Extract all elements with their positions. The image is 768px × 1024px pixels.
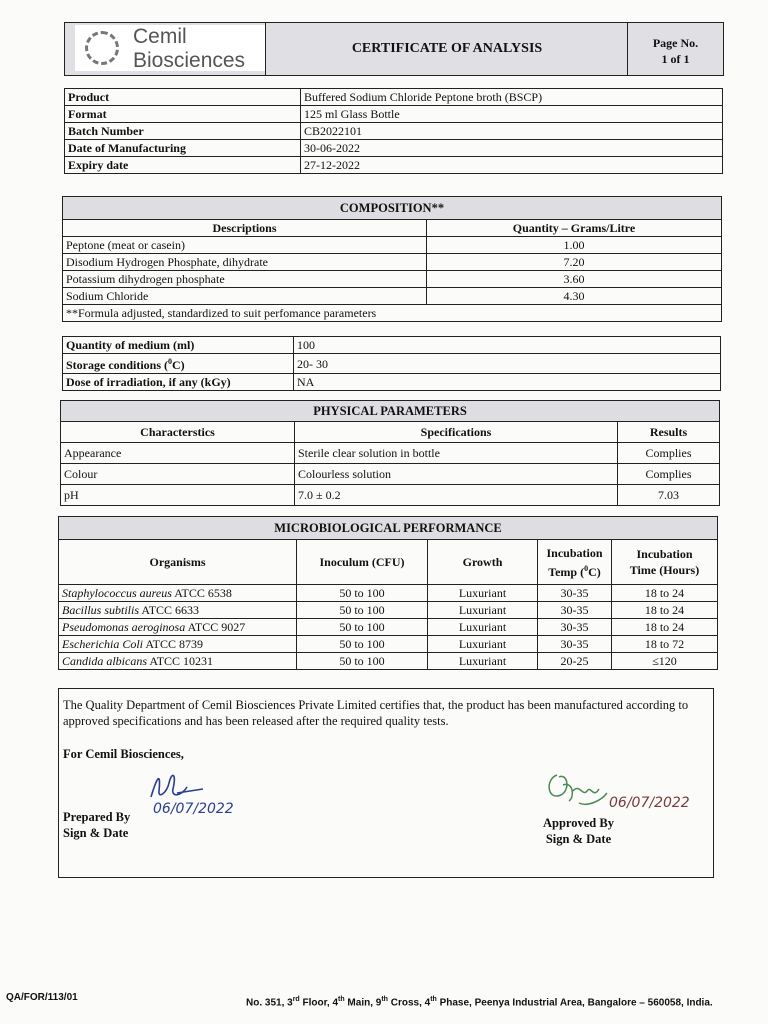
physical-header-spec: Specifications bbox=[295, 422, 618, 443]
table-row bbox=[63, 254, 722, 271]
table-row bbox=[65, 140, 723, 157]
physical-header-result: Results bbox=[618, 422, 720, 443]
composition-qty: 7.20 bbox=[427, 254, 722, 271]
composition-title: COMPOSITION** bbox=[63, 197, 722, 220]
medium-table bbox=[62, 336, 721, 391]
table-row bbox=[63, 237, 722, 254]
composition-note: **Formula adjusted, standardized to suit perfomance parameters bbox=[63, 305, 722, 322]
composition-qty: 1.00 bbox=[427, 237, 722, 254]
physical-spec: 7.0 ± 0.2 bbox=[295, 485, 618, 506]
time-header-line2: Time (Hours) bbox=[629, 563, 700, 577]
physical-char: Colour bbox=[61, 464, 295, 485]
organism-cell bbox=[59, 619, 297, 636]
composition-desc: Potassium dihydrogen phosphate bbox=[63, 271, 427, 288]
temp-header-unit: C) bbox=[588, 564, 601, 579]
table-row bbox=[65, 89, 723, 106]
storage-label-sup: 0 bbox=[168, 357, 172, 366]
address-sup: th bbox=[338, 996, 345, 1003]
irradiation-label: Dose of irradiation, if any (kGy) bbox=[63, 374, 294, 391]
organism-atcc: ATCC 6538 bbox=[174, 586, 232, 600]
physical-char: Appearance bbox=[61, 443, 295, 464]
composition-table bbox=[62, 196, 722, 322]
table-row bbox=[63, 305, 722, 322]
physical-spec: Colourless solution bbox=[295, 464, 618, 485]
composition-qty: 3.60 bbox=[427, 271, 722, 288]
growth-cell: Luxuriant bbox=[428, 636, 538, 653]
product-value: Buffered Sodium Chloride Peptone broth (BSCP) bbox=[301, 89, 723, 106]
prepared-by bbox=[63, 809, 130, 841]
temp-cell: 30-35 bbox=[538, 636, 612, 653]
address-part: Main, 9 bbox=[344, 997, 382, 1009]
table-row bbox=[65, 106, 723, 123]
time-cell: 18 to 24 bbox=[612, 585, 718, 602]
table-row bbox=[65, 123, 723, 140]
micro-title: MICROBIOLOGICAL PERFORMANCE bbox=[59, 517, 718, 540]
for-company: For Cemil Biosciences, bbox=[63, 747, 184, 761]
physical-title: PHYSICAL PARAMETERS bbox=[61, 401, 720, 422]
page-number bbox=[627, 23, 723, 75]
approved-date: 06/07/2022 bbox=[609, 795, 690, 811]
physical-result: Complies bbox=[618, 464, 720, 485]
temp-cell: 20-25 bbox=[538, 653, 612, 670]
growth-cell: Luxuriant bbox=[428, 602, 538, 619]
organism-cell bbox=[59, 585, 297, 602]
organism-name: Candida albicans bbox=[62, 654, 148, 668]
mfg-date-value: 30-06-2022 bbox=[301, 140, 723, 157]
growth-cell: Luxuriant bbox=[428, 653, 538, 670]
quantity-value: 100 bbox=[294, 337, 721, 354]
organism-atcc: ATCC 6633 bbox=[141, 603, 200, 617]
mfg-date-label: Date of Manufacturing bbox=[65, 140, 301, 157]
batch-label: Batch Number bbox=[65, 123, 301, 140]
table-row bbox=[59, 602, 718, 619]
composition-desc: Disodium Hydrogen Phosphate, dihydrate bbox=[63, 254, 427, 271]
address-part: Cross, 4 bbox=[387, 997, 431, 1009]
approved-by bbox=[543, 815, 614, 847]
temp-cell: 30-35 bbox=[538, 602, 612, 619]
table-row bbox=[65, 157, 723, 174]
inoculum-cell: 50 to 100 bbox=[297, 653, 428, 670]
table-row bbox=[59, 540, 718, 585]
prepared-sign-date-label: Sign & Date bbox=[63, 826, 129, 840]
address-part: No. 351, 3 bbox=[246, 997, 293, 1009]
prepared-by-label: Prepared By bbox=[63, 810, 131, 824]
product-info-table bbox=[64, 88, 723, 174]
table-row bbox=[59, 619, 718, 636]
physical-result: Complies bbox=[618, 443, 720, 464]
time-cell: 18 to 24 bbox=[612, 619, 718, 636]
organism-atcc: ATCC 8739 bbox=[145, 637, 204, 651]
table-row bbox=[63, 197, 722, 220]
temp-header-line1: Incubation bbox=[546, 545, 603, 560]
table-row bbox=[63, 271, 722, 288]
form-code: QA/FOR/113/01 bbox=[6, 992, 78, 1003]
time-cell: ≤120 bbox=[612, 653, 718, 670]
micro-table bbox=[58, 516, 718, 670]
address-part: Phase, Peenya Industrial Area, Bangalore – 560058, India. bbox=[436, 997, 713, 1009]
temp-header-line2 bbox=[541, 561, 608, 580]
temp-cell: 30-35 bbox=[538, 619, 612, 636]
table-row bbox=[59, 585, 718, 602]
table-row bbox=[63, 220, 722, 237]
time-cell: 18 to 24 bbox=[612, 602, 718, 619]
table-row bbox=[63, 337, 721, 354]
organism-name: Bacillus subtilis bbox=[62, 603, 140, 617]
logo-mark-icon bbox=[85, 31, 119, 65]
company-logo bbox=[75, 25, 265, 71]
document-title: CERTIFICATE OF ANALYSIS bbox=[265, 23, 628, 75]
inoculum-cell: 50 to 100 bbox=[297, 585, 428, 602]
storage-label-unit: C) bbox=[172, 358, 185, 372]
expiry-label: Expiry date bbox=[65, 157, 301, 174]
product-label: Product bbox=[65, 89, 301, 106]
temp-header-text: Temp ( bbox=[548, 564, 585, 579]
page-label: Page No. bbox=[652, 36, 699, 50]
prepared-date: 06/07/2022 bbox=[153, 801, 234, 817]
table-row bbox=[61, 485, 720, 506]
storage-label bbox=[63, 354, 294, 374]
micro-header-organisms: Organisms bbox=[59, 540, 297, 585]
table-row bbox=[59, 636, 718, 653]
micro-header-time bbox=[612, 540, 718, 585]
storage-value: 20- 30 bbox=[294, 354, 721, 374]
inoculum-cell: 50 to 100 bbox=[297, 602, 428, 619]
composition-header-qty: Quantity – Grams/Litre bbox=[427, 220, 722, 237]
physical-table bbox=[60, 400, 720, 506]
company-address bbox=[246, 996, 713, 1008]
growth-cell: Luxuriant bbox=[428, 585, 538, 602]
table-row bbox=[59, 517, 718, 540]
inoculum-cell: 50 to 100 bbox=[297, 619, 428, 636]
micro-header-inoculum: Inoculum (CFU) bbox=[297, 540, 428, 585]
composition-qty: 4.30 bbox=[427, 288, 722, 305]
inoculum-cell: 50 to 100 bbox=[297, 636, 428, 653]
certification-box bbox=[58, 688, 714, 878]
expiry-value: 27-12-2022 bbox=[301, 157, 723, 174]
quantity-label: Quantity of medium (ml) bbox=[63, 337, 294, 354]
table-row bbox=[61, 401, 720, 422]
format-value: 125 ml Glass Bottle bbox=[301, 106, 723, 123]
table-row bbox=[61, 464, 720, 485]
organism-cell bbox=[59, 636, 297, 653]
storage-label-text: Storage conditions ( bbox=[66, 358, 168, 372]
organism-atcc: ATCC 9027 bbox=[187, 620, 246, 634]
composition-desc: Sodium Chloride bbox=[63, 288, 427, 305]
batch-value: CB2022101 bbox=[301, 123, 723, 140]
approved-by-label: Approved By bbox=[543, 816, 614, 830]
organism-cell bbox=[59, 653, 297, 670]
document-header bbox=[64, 22, 724, 76]
irradiation-value: NA bbox=[294, 374, 721, 391]
organism-name: Staphylococcus aureus bbox=[62, 586, 172, 600]
certification-text: The Quality Department of Cemil Biosciences Private Limited certifies that, the product has been manufactured according to approved specifications and has been released after the required quality tests. bbox=[63, 698, 689, 728]
composition-desc: Peptone (meat or casein) bbox=[63, 237, 427, 254]
temp-header-sup: 0 bbox=[584, 563, 589, 573]
time-cell: 18 to 72 bbox=[612, 636, 718, 653]
time-header-line1: Incubation bbox=[636, 547, 693, 561]
approved-signature-icon bbox=[543, 767, 613, 811]
physical-spec: Sterile clear solution in bottle bbox=[295, 443, 618, 464]
table-row bbox=[61, 422, 720, 443]
growth-cell: Luxuriant bbox=[428, 619, 538, 636]
table-row bbox=[59, 653, 718, 670]
physical-result: 7.03 bbox=[618, 485, 720, 506]
organism-atcc: ATCC 10231 bbox=[149, 654, 214, 668]
table-row bbox=[63, 354, 721, 374]
address-part: Floor, 4 bbox=[299, 997, 339, 1009]
address-sup: th bbox=[381, 996, 388, 1003]
address-sup: rd bbox=[292, 996, 300, 1003]
composition-header-desc: Descriptions bbox=[63, 220, 427, 237]
approved-sign-date-label: Sign & Date bbox=[545, 832, 612, 846]
table-row bbox=[63, 374, 721, 391]
physical-char: pH bbox=[61, 485, 295, 506]
organism-name: Escherichia Coli bbox=[62, 637, 143, 651]
micro-header-temp bbox=[538, 540, 612, 585]
micro-header-growth: Growth bbox=[428, 540, 538, 585]
table-row bbox=[63, 288, 722, 305]
temp-cell: 30-35 bbox=[538, 585, 612, 602]
organism-name: Pseudomonas aeroginosa bbox=[62, 620, 186, 634]
format-label: Format bbox=[65, 106, 301, 123]
address-sup: th bbox=[430, 996, 437, 1003]
physical-header-char: Characterstics bbox=[61, 422, 295, 443]
page-value: 1 of 1 bbox=[661, 52, 690, 66]
organism-cell bbox=[59, 602, 297, 619]
table-row bbox=[61, 443, 720, 464]
logo-text-line1: Cemil bbox=[133, 25, 187, 48]
logo-text-line2: Biosciences bbox=[133, 49, 246, 72]
